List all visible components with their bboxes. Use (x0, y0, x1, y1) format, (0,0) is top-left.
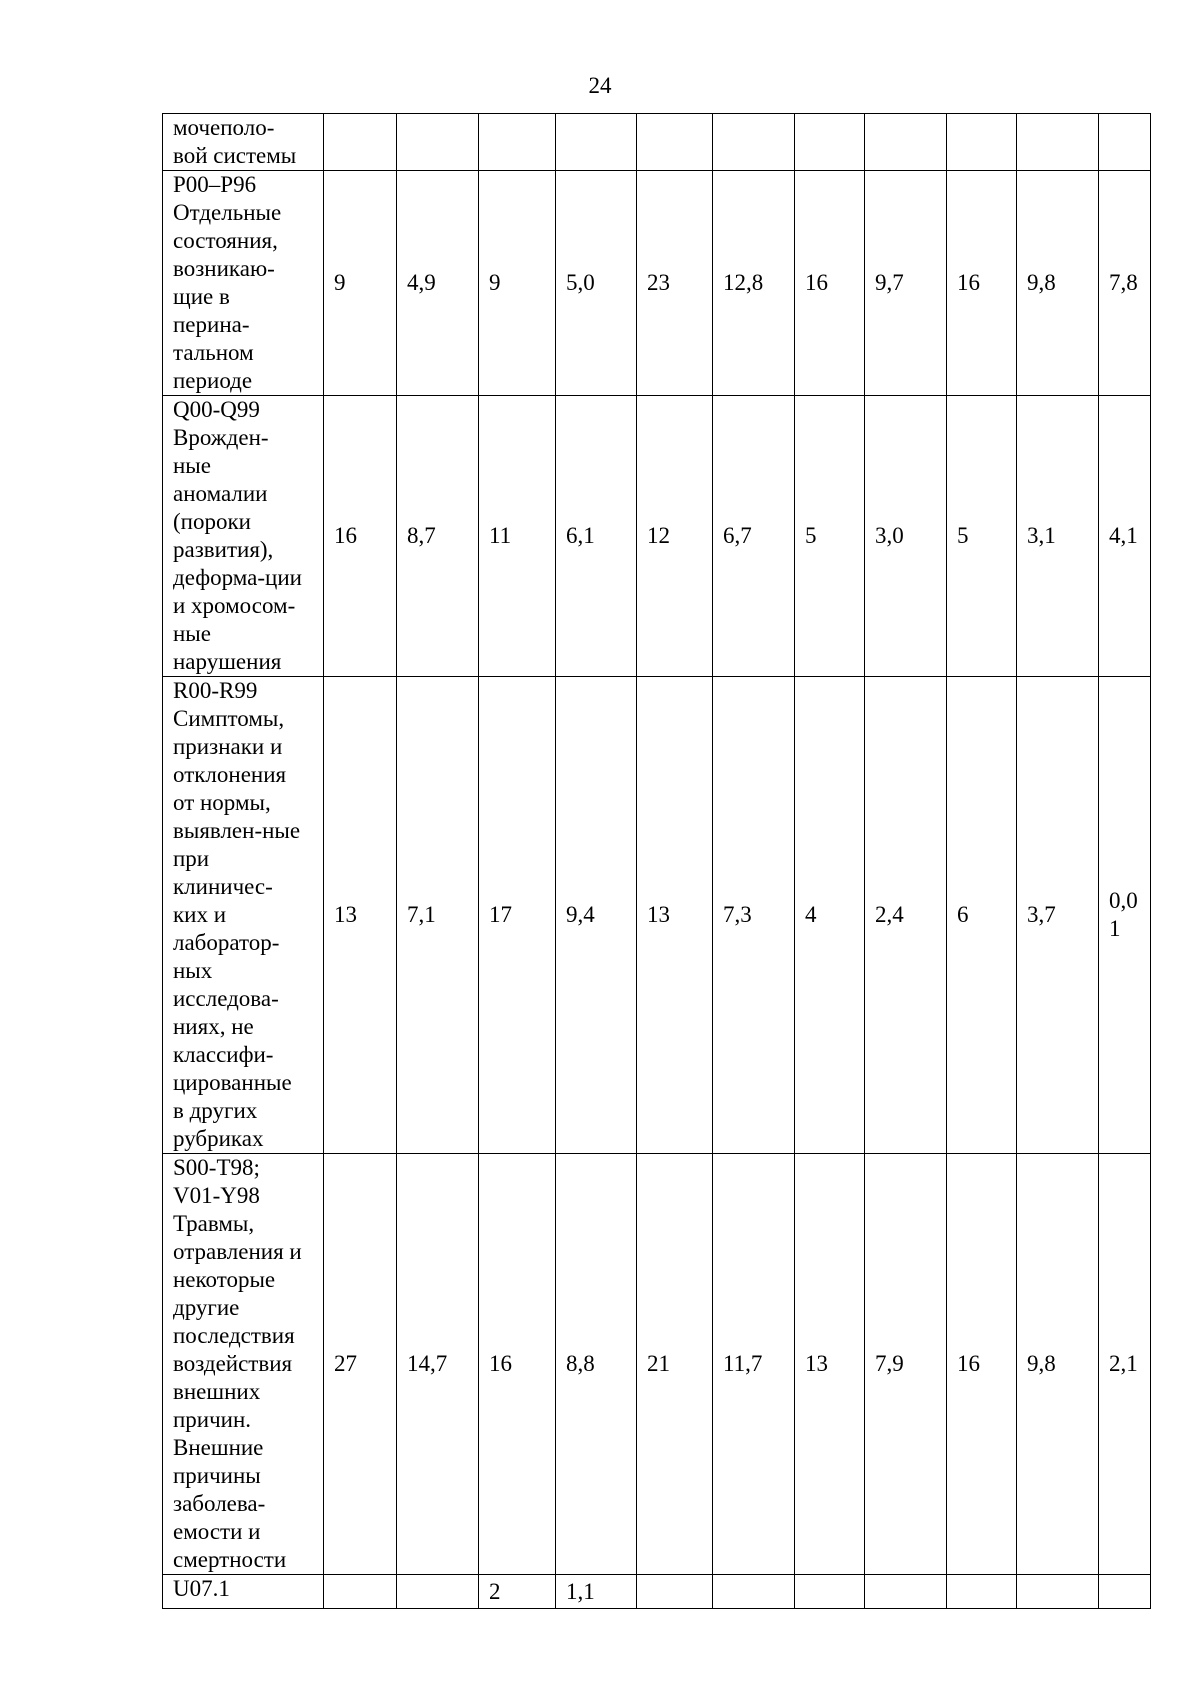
value-cell: 16 (947, 171, 1017, 396)
value-cell: 11,7 (713, 1154, 795, 1575)
value-cell: 4,1 (1099, 396, 1151, 677)
value-cell: 8,7 (397, 396, 479, 677)
value-cell: 16 (324, 396, 397, 677)
value-cell: 7,8 (1099, 171, 1151, 396)
value-cell (947, 1575, 1017, 1609)
value-cell: 16 (479, 1154, 556, 1575)
value-cell: 3,1 (1017, 396, 1099, 677)
value-cell (947, 114, 1017, 171)
value-cell: 5,0 (556, 171, 637, 396)
value-cell: 4 (795, 677, 865, 1154)
value-cell: 0,0 1 (1099, 677, 1151, 1154)
value-cell: 6 (947, 677, 1017, 1154)
value-cell: 2 (479, 1575, 556, 1609)
value-cell: 9 (479, 171, 556, 396)
value-cell (324, 1575, 397, 1609)
value-cell: 3,0 (865, 396, 947, 677)
value-cell: 2,4 (865, 677, 947, 1154)
value-cell: 13 (324, 677, 397, 1154)
value-cell (865, 114, 947, 171)
value-cell: 7,3 (713, 677, 795, 1154)
value-cell: 23 (637, 171, 713, 396)
statistics-table (162, 113, 1151, 1609)
table-row (163, 396, 1151, 677)
value-cell: 17 (479, 677, 556, 1154)
value-cell: 9,4 (556, 677, 637, 1154)
value-cell: 5 (795, 396, 865, 677)
row-label-cell: U07.1 (163, 1575, 324, 1609)
value-cell (397, 114, 479, 171)
value-cell (479, 114, 556, 171)
value-cell: 6,1 (556, 396, 637, 677)
value-cell (865, 1575, 947, 1609)
value-cell: 8,8 (556, 1154, 637, 1575)
row-label-cell: Q00-Q99 Врожден- ные аномалии (пороки развития), деформа-ции и хромосом- ные нарушения (163, 396, 324, 677)
value-cell: 9,8 (1017, 171, 1099, 396)
value-cell (637, 1575, 713, 1609)
value-cell: 11 (479, 396, 556, 677)
value-cell: 21 (637, 1154, 713, 1575)
value-cell: 6,7 (713, 396, 795, 677)
value-cell (795, 114, 865, 171)
row-label-cell: P00–P96 Отдельные состояния, возникаю- щие в перина- тальном периоде (163, 171, 324, 396)
value-cell (556, 114, 637, 171)
row-label-cell: мочеполо- вой системы (163, 114, 324, 171)
value-cell (397, 1575, 479, 1609)
value-cell (1017, 1575, 1099, 1609)
table-row (163, 1575, 1151, 1609)
value-cell: 2,1 (1099, 1154, 1151, 1575)
value-cell: 4,9 (397, 171, 479, 396)
table-row (163, 171, 1151, 396)
value-cell (713, 1575, 795, 1609)
row-label-cell: R00-R99 Симптомы, признаки и отклонения от нормы, выявлен-ные при клиничес- ких и лаборатор- ных исследова- ниях, не классифи- цированные в других рубриках (163, 677, 324, 1154)
value-cell: 12 (637, 396, 713, 677)
table-row (163, 677, 1151, 1154)
table-row (163, 114, 1151, 171)
value-cell: 9,7 (865, 171, 947, 396)
value-cell: 16 (947, 1154, 1017, 1575)
table-row (163, 1154, 1151, 1575)
value-cell: 5 (947, 396, 1017, 677)
page-number: 24 (588, 73, 612, 98)
value-cell: 27 (324, 1154, 397, 1575)
value-cell (637, 114, 713, 171)
value-cell: 14,7 (397, 1154, 479, 1575)
value-cell (324, 114, 397, 171)
value-cell: 13 (637, 677, 713, 1154)
value-cell (1017, 114, 1099, 171)
value-cell (713, 114, 795, 171)
value-cell: 1,1 (556, 1575, 637, 1609)
value-cell: 7,1 (397, 677, 479, 1154)
value-cell: 16 (795, 171, 865, 396)
value-cell: 9,8 (1017, 1154, 1099, 1575)
value-cell (1099, 1575, 1151, 1609)
value-cell (1099, 114, 1151, 171)
value-cell: 9 (324, 171, 397, 396)
row-label-cell: S00-T98; V01-Y98 Травмы, отравления и некоторые другие последствия воздействия внешних причин. Внешние причины заболева- емости и смертности (163, 1154, 324, 1575)
value-cell: 13 (795, 1154, 865, 1575)
value-cell (795, 1575, 865, 1609)
value-cell: 7,9 (865, 1154, 947, 1575)
value-cell: 3,7 (1017, 677, 1099, 1154)
value-cell: 12,8 (713, 171, 795, 396)
